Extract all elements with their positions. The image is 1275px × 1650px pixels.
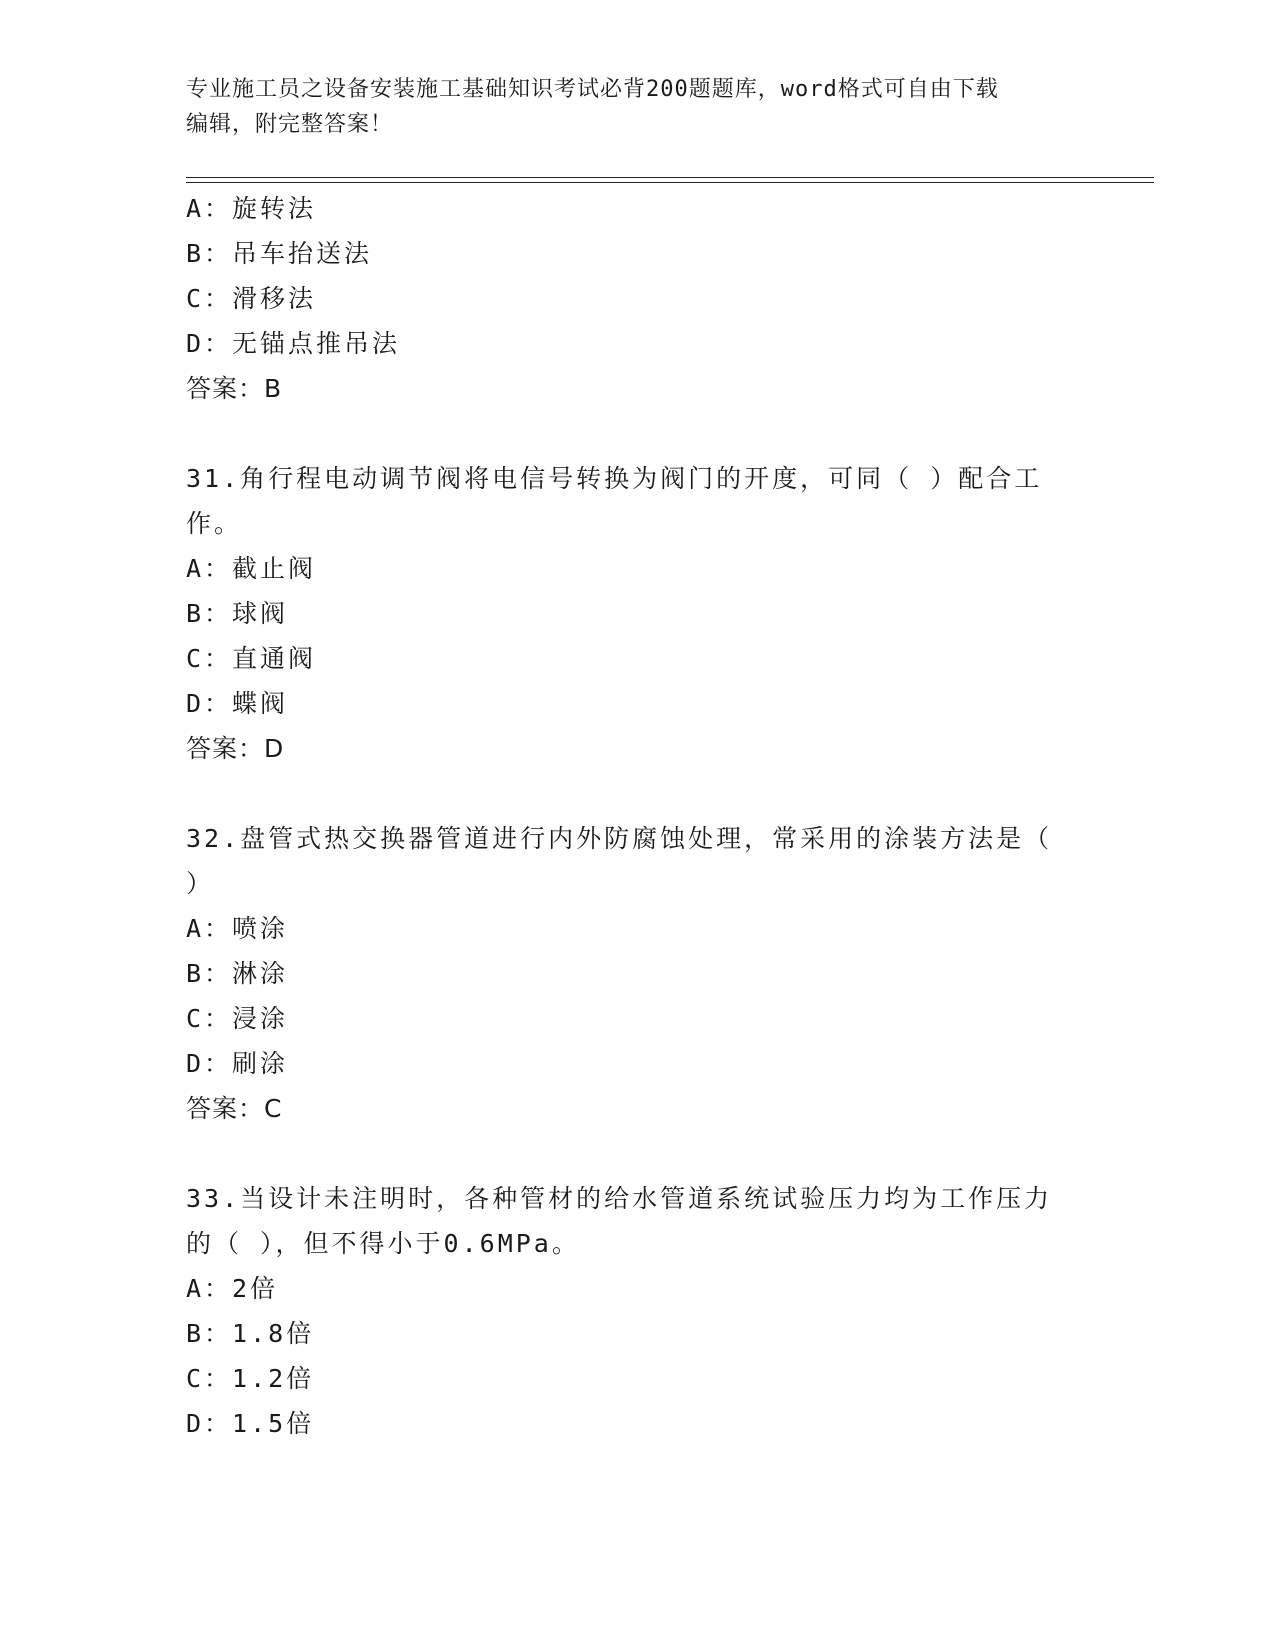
header-divider-top [186,177,1154,178]
header-title-line-2: 编辑，附完整答案！ [186,112,394,137]
header-title-line-1: 专业施工员之设备安装施工基础知识考试必背200题题库，word格式可自由下载 [186,77,999,102]
q31-stem-line-2: 作。 [186,509,243,538]
q32-option-d: D：刷涂 [186,1049,289,1078]
q31-stem-line-1: 31.角行程电动调节阀将电信号转换为阀门的开度，可同（ ）配合工 [186,464,1043,493]
q31-option-b: B：球阀 [186,599,289,628]
q31-answer: 答案：D [186,734,285,763]
q32-stem-line-2: ） [186,869,215,898]
q30-answer: 答案：B [186,374,283,403]
document-header [186,72,1066,142]
q31-option-d: D：蝶阀 [186,689,289,718]
q33-stem-line-2: 的（ ），但不得小于0.6MPa。 [186,1229,580,1258]
q30-option-d: D：无锚点推吊法 [186,329,401,358]
q33-stem-line-1: 33.当设计未注明时，各种管材的给水管道系统试验压力均为工作压力 [186,1184,1053,1213]
q33-option-a: A：2倍 [186,1274,279,1303]
header-divider-bottom [186,182,1154,183]
q32-option-b: B：淋涂 [186,959,289,988]
q30-option-b: B：吊车抬送法 [186,239,373,268]
q30-option-a: A：旋转法 [186,194,317,223]
q31-option-c: C：直通阀 [186,644,317,673]
q32-option-c: C：浸涂 [186,1004,289,1033]
q32-option-a: A：喷涂 [186,914,289,943]
q32-answer: 答案：C [186,1094,283,1123]
q33-option-d: D：1.5倍 [186,1409,315,1438]
q33-option-b: B：1.8倍 [186,1319,315,1348]
q32-stem-line-1: 32.盘管式热交换器管道进行内外防腐蚀处理，常采用的涂装方法是（ [186,824,1053,853]
q33-option-c: C：1.2倍 [186,1364,315,1393]
q31-option-a: A：截止阀 [186,554,317,583]
q30-option-c: C：滑移法 [186,284,317,313]
